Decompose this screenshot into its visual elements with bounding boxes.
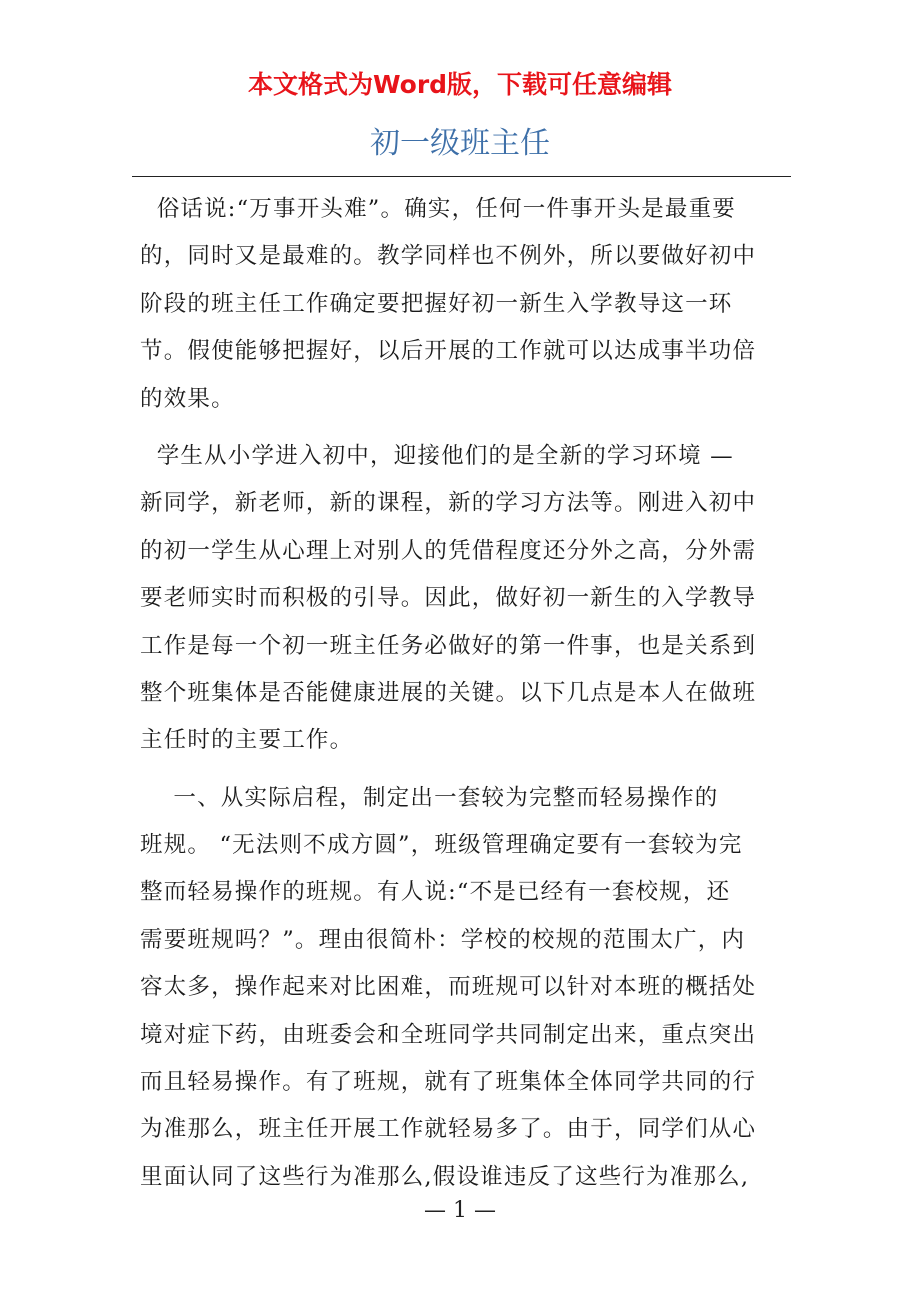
text-line: 整而轻易操作的班规。有人说:“不是已经有一套校规，还 — [140, 879, 731, 906]
document-title: 初一级班主任 — [370, 126, 550, 161]
text-line: 学生从小学进入初中，迎接他们的是全新的学习环境 — — [140, 442, 734, 469]
text-line: 的效果。 — [140, 385, 235, 412]
watermark-banner: 本文格式为Word版，下载可任意编辑 — [247, 70, 673, 99]
text-line: 阶段的班主任工作确定要把握好初一新生入学教导这一环 — [140, 290, 733, 317]
page-number: — 1 — — [424, 1198, 496, 1223]
text-line: 而且轻易操作。有了班规，就有了班集体全体同学共同的行 — [140, 1069, 757, 1096]
document-body — [140, 186, 782, 1201]
paragraph-2 — [140, 433, 782, 765]
text-line: 新同学，新老师，新的课程，新的学习方法等。刚进入初中 — [140, 490, 757, 517]
paragraph-3 — [140, 775, 782, 1202]
title-divider — [132, 176, 791, 177]
text-line: 班规。 “无法则不成方圆”，班级管理确定要有一套较为完 — [140, 832, 743, 859]
paragraph-1 — [140, 186, 782, 423]
text-line: 俗话说:“万事开头难”。确实，任何一件事开头是最重要 — [140, 196, 736, 222]
text-line: 一、从实际启程，制定出一套较为完整而轻易操作的 — [140, 784, 719, 811]
text-line: 境对症下药，由班委会和全班同学共同制定出来，重点突出 — [140, 1021, 757, 1048]
text-line: 整个班集体是否能健康进展的关键。以下几点是本人在做班 — [140, 679, 757, 706]
text-line: 要老师实时而积极的引导。因此，做好初一新生的入学教导 — [140, 585, 757, 612]
text-line: 为准那么，班主任开展工作就轻易多了。由于，同学们从心 — [140, 1116, 757, 1143]
text-line: 节。假使能够把握好，以后开展的工作就可以达成事半功倍 — [140, 338, 757, 365]
text-line: 的初一学生从心理上对别人的凭借程度还分外之高，分外需 — [140, 537, 757, 564]
text-line: 需要班规吗？”。理由很简朴：学校的校规的范围太广，内 — [140, 926, 746, 953]
text-line: 的，同时又是最难的。教学同样也不例外，所以要做好初中 — [140, 243, 757, 270]
paragraph-spacing — [140, 423, 782, 433]
text-line: 主任时的主要工作。 — [140, 727, 354, 754]
text-line: 工作是每一个初一班主任务必做好的第一件事，也是关系到 — [140, 632, 757, 659]
text-line: 里面认同了这些行为准那么,假设谁违反了这些行为准那么, — [140, 1163, 750, 1190]
text-line: 容太多，操作起来对比困难，而班规可以针对本班的概括处 — [140, 974, 757, 1001]
paragraph-spacing — [140, 765, 782, 775]
